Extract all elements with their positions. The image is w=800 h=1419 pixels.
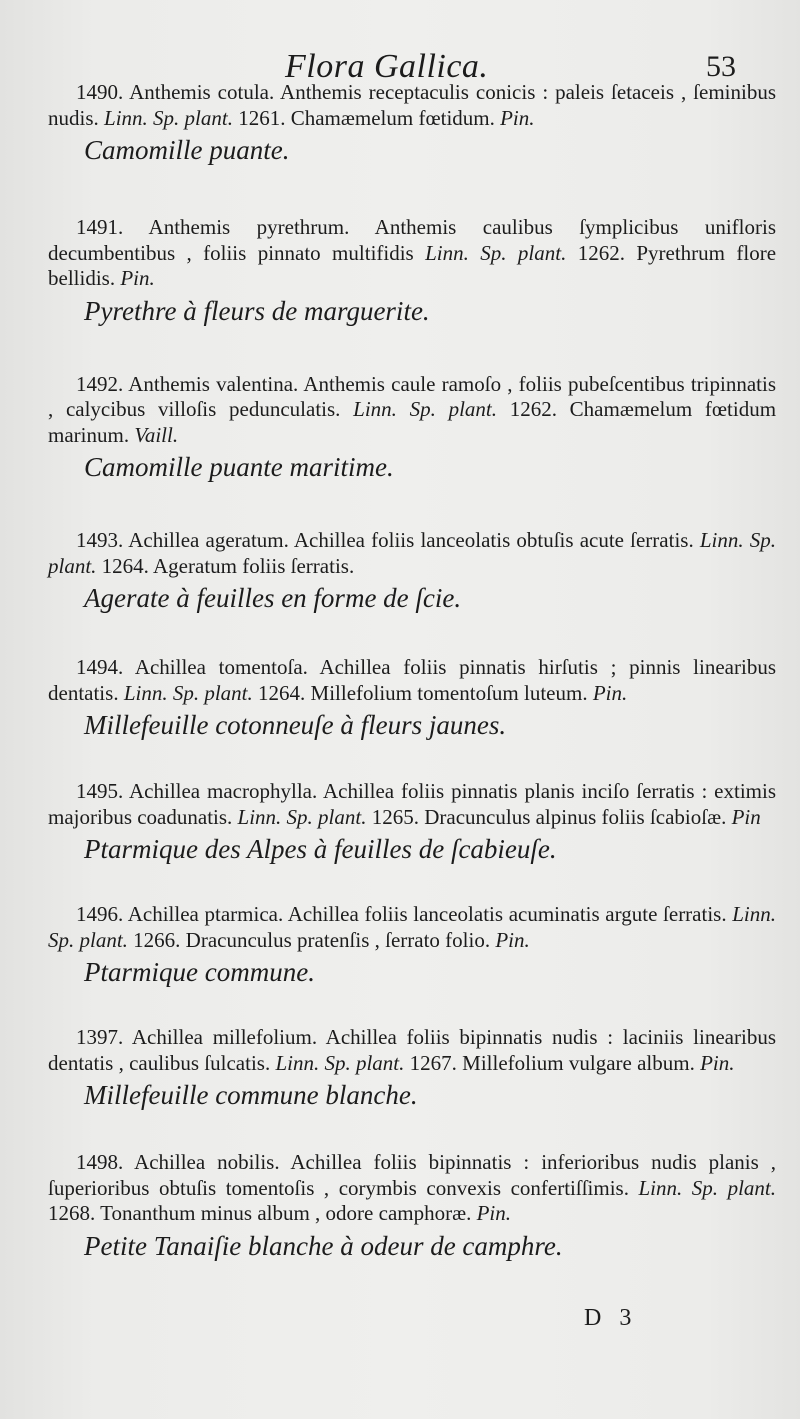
- linnaeus-reference: Linn. Sp. plant.: [48, 902, 776, 952]
- latin-description: [48, 215, 776, 292]
- author-abbreviation: Pin.: [700, 1050, 735, 1075]
- latin-text: Achillea tomentoſa. Achillea foliis pinnatis hirſutis ; pinnis linearibus dentatis.: [48, 655, 776, 705]
- entry-1492: [48, 372, 776, 485]
- french-name: Ptarmique des Alpes à feuilles de ſcabieuſe.: [84, 834, 557, 864]
- signature-mark: D 3: [584, 1305, 638, 1331]
- author-abbreviation: Pin.: [500, 105, 535, 130]
- latin-text: Achillea millefolium. Achillea foliis bipinnatis nudis : laciniis linearibus dentatis , caulibus ſulcatis.: [48, 1025, 776, 1075]
- entry-1495: [48, 779, 776, 866]
- linnaeus-reference: Linn. Sp. plant.: [353, 397, 497, 421]
- entry-1493: [48, 528, 776, 615]
- synonym-text: 1264. Millefolium tomentoſum luteum.: [258, 680, 588, 705]
- entry-number: 1495.: [76, 779, 124, 803]
- synonym-text: 1262. Chamæmelum fœtidum marinum.: [48, 397, 777, 447]
- entry-list: [48, 80, 776, 1263]
- latin-description: [48, 902, 776, 953]
- synonym-text: 1266. Dracunculus pratenſis , ſerrato folio.: [133, 927, 491, 952]
- latin-text: Achillea ageratum. Achillea foliis lanceolatis obtuſis acute ſerratis.: [128, 528, 694, 552]
- entry-number: 1491.: [76, 215, 124, 239]
- entry-1397: [48, 1025, 776, 1112]
- entry-number: 1397.: [76, 1025, 124, 1049]
- linnaeus-reference: Linn. Sp. plant.: [638, 1175, 776, 1200]
- linnaeus-reference: Linn. Sp. plant.: [104, 105, 233, 130]
- author-abbreviation: Pin.: [495, 927, 530, 952]
- running-title: Flora Gallica.: [285, 48, 489, 85]
- latin-text: Anthemis valentina. Anthemis caule ramoſo , foliis pubeſcentibus tripinnatis , calycibus villoſis pedunculatis.: [48, 371, 776, 421]
- author-abbreviation: Pin.: [592, 680, 628, 705]
- latin-description: [48, 779, 776, 830]
- french-name: Agerate à feuilles en forme de ſcie.: [84, 583, 462, 613]
- entry-number: 1492.: [76, 371, 124, 396]
- entry-1496: [48, 902, 776, 989]
- entry-1498: [48, 1150, 776, 1263]
- author-abbreviation: Pin.: [120, 266, 155, 290]
- linnaeus-reference: Linn. Sp. plant.: [48, 528, 777, 578]
- linnaeus-reference: Linn. Sp. plant.: [237, 804, 367, 829]
- latin-text: Achillea macrophylla. Achillea foliis pinnatis planis inciſo ſerratis : extimis majoribus coadunatis.: [48, 779, 777, 829]
- french-name: Ptarmique commune.: [84, 957, 315, 987]
- author-abbreviation: Pin.: [476, 1201, 512, 1225]
- entry-number: 1493.: [76, 528, 124, 552]
- latin-text: Anthemis pyrethrum. Anthemis caulibus ſymplicibus unifloris decumbentibus , foliis pinnato multifidis: [48, 215, 777, 265]
- linnaeus-reference: Linn. Sp. plant.: [425, 240, 567, 265]
- linnaeus-reference: Linn. Sp. plant.: [275, 1050, 405, 1075]
- entry-1490: [48, 80, 776, 167]
- french-name: Camomille puante.: [84, 135, 290, 165]
- synonym-text: 1268. Tonanthum minus album , odore camphoræ.: [48, 1201, 472, 1225]
- page-number: 53: [706, 50, 736, 83]
- linnaeus-reference: Linn. Sp. plant.: [123, 680, 253, 705]
- latin-description: [48, 1025, 776, 1076]
- french-name: Millefeuille cotonneuſe à fleurs jaunes.: [84, 710, 507, 740]
- latin-description: [48, 528, 776, 579]
- synonym-text: 1262. Pyrethrum flore bellidis.: [48, 240, 777, 290]
- latin-text: Achillea nobilis. Achillea foliis bipinnatis : inferioribus nudis planis , ſuperioribus obtuſis tomentoſis , corymbis convexis confertiſſimis.: [48, 1150, 776, 1200]
- latin-description: [48, 655, 776, 706]
- latin-description: [48, 1150, 776, 1227]
- entry-number: 1494.: [76, 655, 124, 679]
- author-abbreviation: Vaill.: [134, 422, 179, 447]
- entry-1491: [48, 215, 776, 328]
- synonym-text: 1261. Chamæmelum fœtidum.: [238, 105, 495, 130]
- synonym-text: 1264. Ageratum foliis ſerratis.: [101, 553, 355, 578]
- synonym-text: 1267. Millefolium vulgare album.: [409, 1050, 695, 1075]
- latin-text: Anthemis cotula. Anthemis receptaculis conicis : paleis ſetaceis , ſeminibus nudis.: [48, 80, 777, 130]
- author-abbreviation: Pin: [731, 804, 761, 829]
- french-name: Pyrethre à fleurs de marguerite.: [84, 295, 430, 326]
- entry-number: 1498.: [76, 1150, 124, 1174]
- latin-text: Achillea ptarmica. Achillea foliis lanceolatis acuminatis argute ſerratis.: [127, 902, 727, 926]
- latin-description: [48, 80, 776, 131]
- entry-number: 1496.: [76, 902, 124, 926]
- french-name: Petite Tanaiſie blanche à odeur de camphre.: [84, 1230, 563, 1261]
- synonym-text: 1265. Dracunculus alpinus foliis ſcabioſæ.: [371, 804, 727, 829]
- entry-number: 1490.: [76, 80, 124, 104]
- french-name: Camomille puante maritime.: [84, 452, 394, 482]
- latin-description: [48, 372, 776, 449]
- french-name: Millefeuille commune blanche.: [84, 1080, 418, 1110]
- entry-1494: [48, 655, 776, 742]
